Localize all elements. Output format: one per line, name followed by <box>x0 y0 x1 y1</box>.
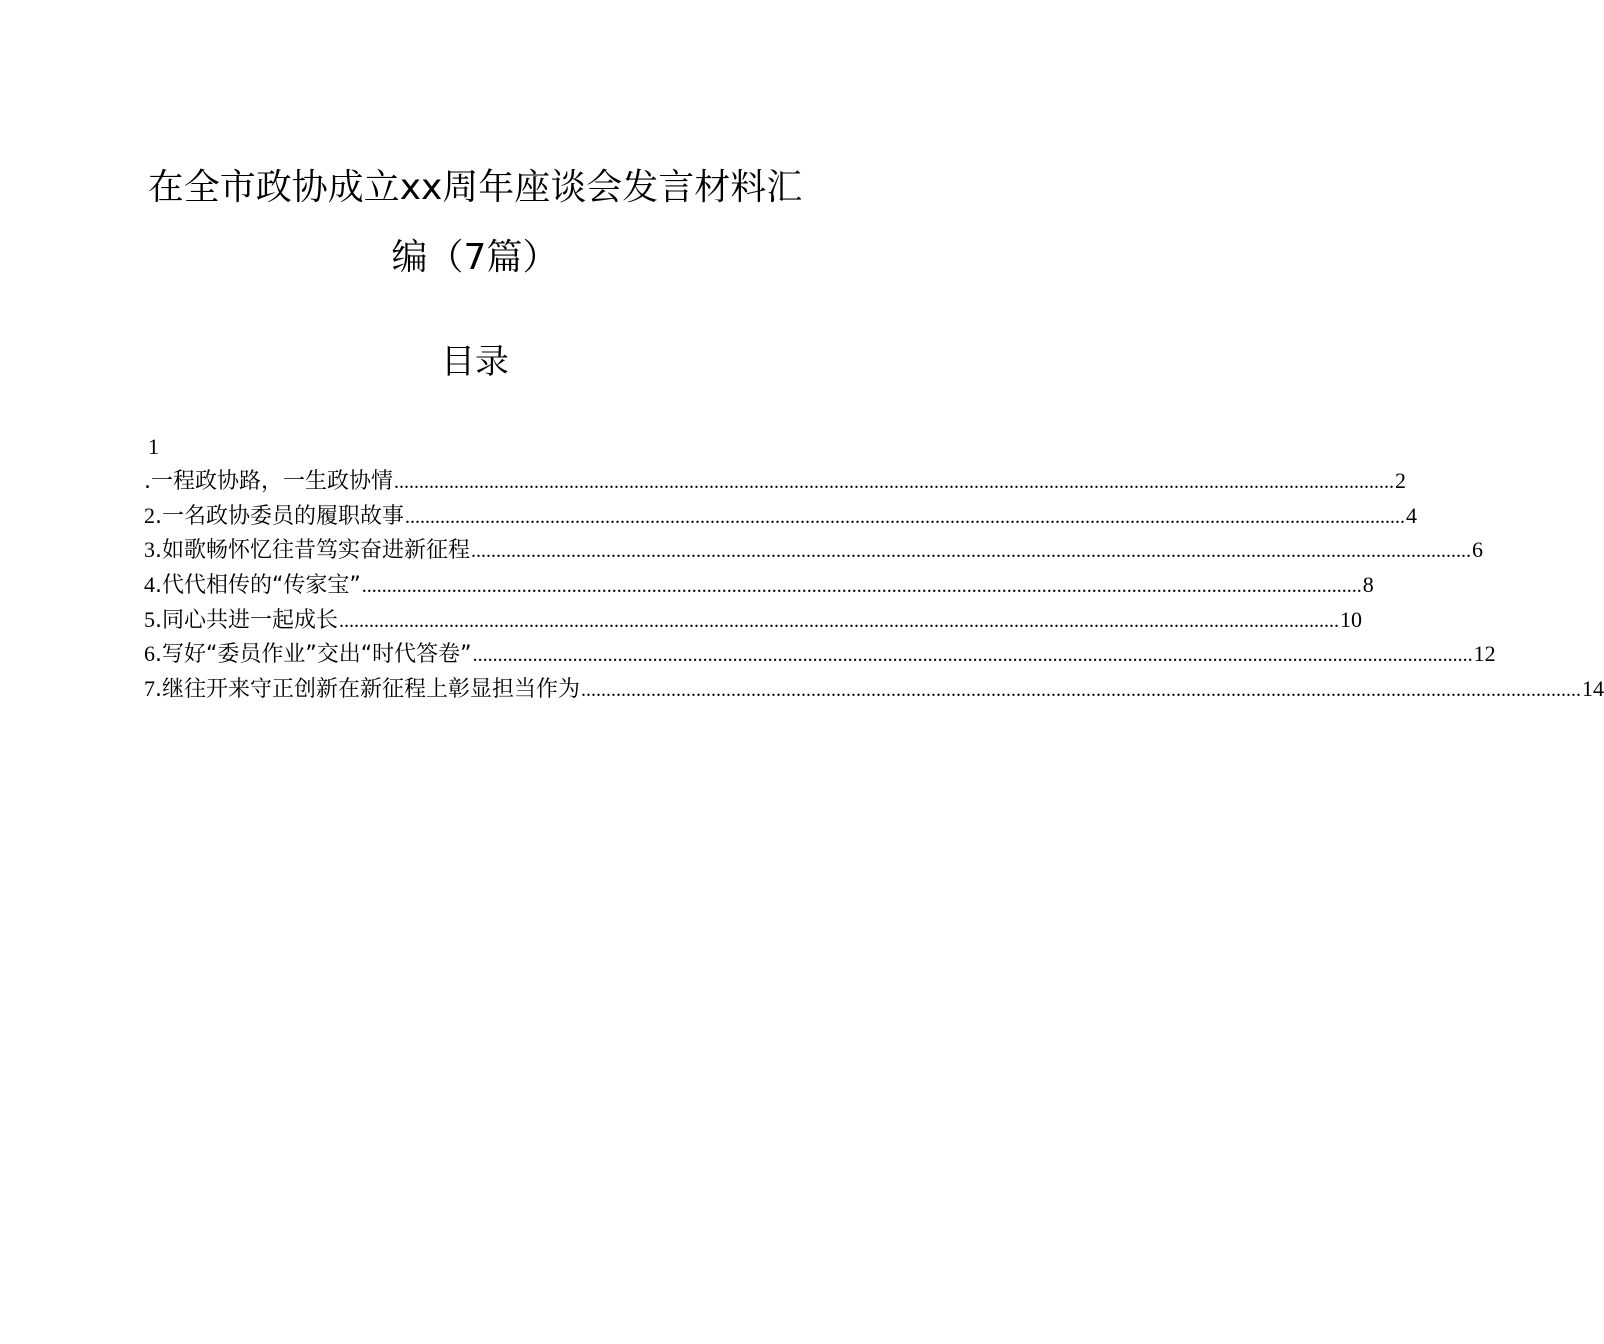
toc-page-number: 6 <box>1472 537 1483 563</box>
toc-dot-leader: ........................................................................................................................................................................................................ <box>581 679 1581 702</box>
toc-entry-label: .一程政协路，一生政协情 <box>144 469 393 494</box>
toc-entry-2[interactable] <box>144 501 1417 536</box>
toc-page-number: 8 <box>1362 572 1374 598</box>
toc-entry-4[interactable] <box>144 570 1374 605</box>
toc-entry-label: 7.继往开来守正创新在新征程上彰显担当作为 <box>144 676 580 703</box>
toc-dot-leader: ........................................................................................................................................................................................................ <box>339 609 1339 632</box>
toc-page-number: 12 <box>1473 641 1496 667</box>
toc-page-number: 4 <box>1406 502 1417 528</box>
toc-entry-6[interactable] <box>144 639 1496 674</box>
document-title-line-1: 在全市政协成立xx周年座谈会发言材料汇 <box>147 167 803 208</box>
toc-entry-label: 6.写好“委员作业”交出“时代答卷” <box>144 641 472 668</box>
toc-entry-7[interactable] <box>144 674 1604 709</box>
toc-first-number: 1 <box>148 434 159 459</box>
toc-entry-5[interactable] <box>144 605 1362 640</box>
toc-page-number: 14 <box>1582 676 1604 702</box>
toc-entry-label: 4.代代相传的“传家宝” <box>144 572 361 599</box>
toc-page-number: 2 <box>1395 468 1406 493</box>
toc-dot-leader: ........................................................................................................................................................................................................ <box>471 540 1471 563</box>
toc-entry-label: 3.如歌畅怀忆往昔笃实奋进新征程 <box>144 537 470 564</box>
toc-heading: 目录 <box>441 342 509 382</box>
toc-entry-3[interactable] <box>144 535 1483 570</box>
toc-page-number: 10 <box>1340 606 1362 632</box>
toc-entry-1[interactable] <box>144 466 1406 501</box>
toc-dot-leader: ........................................................................................................................................................................................................ <box>394 471 1394 493</box>
toc-dot-leader: ........................................................................................................................................................................................................ <box>472 644 1473 667</box>
toc-entry-label: 2.一名政协委员的履职故事 <box>144 502 404 529</box>
toc-dot-leader: ........................................................................................................................................................................................................ <box>405 505 1405 528</box>
toc-entry-label: 5.同心共进一起成长 <box>144 606 338 633</box>
table-of-contents <box>144 432 1604 709</box>
toc-dot-leader: ........................................................................................................................................................................................................ <box>361 575 1362 598</box>
document-title-line-2: 编（7篇） <box>391 237 559 278</box>
